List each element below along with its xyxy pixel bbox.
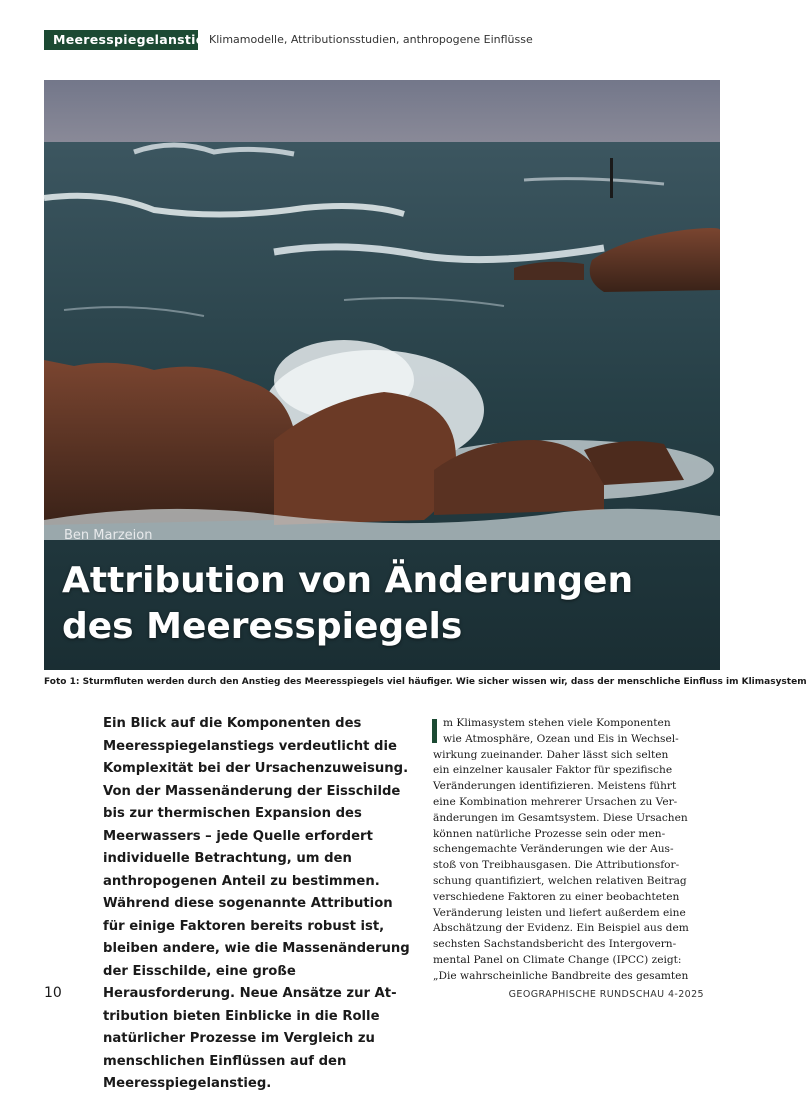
section-topic: Klimamodelle, Attributionsstudien, anthropogene Einflüsse [209,33,533,46]
body-line: mental Panel on Climate Change (IPCC) zeigt: [433,953,682,966]
page-number: 10 [44,985,62,1001]
body-line: sechsten Sachstandsbericht des Intergovern- [433,938,677,951]
body-line: verschiedene Faktoren zu einer beobachteten [433,890,680,903]
body-line: m Klimasystem stehen viele Komponenten [443,717,671,729]
body-line: können natürliche Prozesse sein oder men- [433,827,666,840]
body-line: eine Kombination mehrerer Ursachen zu Ver- [433,795,678,808]
body-line: änderungen im Gesamtsystem. Diese Ursachen [433,811,688,824]
article-title [62,558,710,650]
title-line-2: des Meeresspiegels [62,606,463,647]
body-line: schung quantifiziert, welchen relativen Beitrag [433,874,687,887]
cover-photo-stormy-sea [44,80,720,670]
body-line: Veränderung leisten und liefert außerdem eine [433,906,686,919]
photo-caption: Foto 1: Sturmfluten werden durch den Anstieg des Meeresspiegels viel häufiger. Wie sicher wissen wir, dass der menschliche Einfluss im Klimasystem [44,677,807,687]
lead-paragraph: Ein Blick auf die Komponenten des Meeresspiegelanstiegs verdeutlicht die Komplexität bei der Ursachenzuweisung. Von der Massenänderung der Eisschilde bis zur thermischen Expansion des Meerwassers – jede Quelle erfordert individuelle Betrachtung, um den anthropogenen Anteil zu bestimmen. Während diese sogenannte Attribution für einige Faktoren bereits robust ist, bleiben andere, wie die Massenänderung der Eisschilde, eine große Herausforderung. Neue Ansätze zur Attribution bieten Einblicke in die Rolle natürlicher Prozesse im Vergleich zu menschlichen Einflüssen auf den Meeresspiegelanstieg. [103,716,410,1091]
drop-cap-bar [432,719,437,743]
body-line: Veränderungen identifizieren. Meistens führt [433,780,677,793]
body-line: „Die wahrscheinliche Bandbreite des gesamten [433,969,689,982]
body-line: ein einzelner kausaler Faktor für spezifische [433,764,673,777]
body-line: wie Atmosphäre, Ozean und Eis in Wechsel- [443,732,679,745]
page-header [44,30,700,50]
body-line: Abschätzung der Evidenz. Ein Beispiel aus dem [433,922,689,935]
body-line: wirkung zueinander. Daher lässt sich selten [433,748,669,761]
journal-name: GEOGRAPHISCHE RUNDSCHAU 4-2025 [508,989,704,1000]
body-text-column [433,716,703,985]
body-line: schengemachte Veränderungen wie der Aus- [433,843,674,856]
author-name: Ben Marzeion [64,528,153,543]
section-tag: Meeresspiegelanstieg [44,30,198,50]
title-line-1: Attribution von Änderungen [62,560,634,601]
body-line: stoß von Treibhausgasen. Die Attributionsfor- [433,859,680,872]
